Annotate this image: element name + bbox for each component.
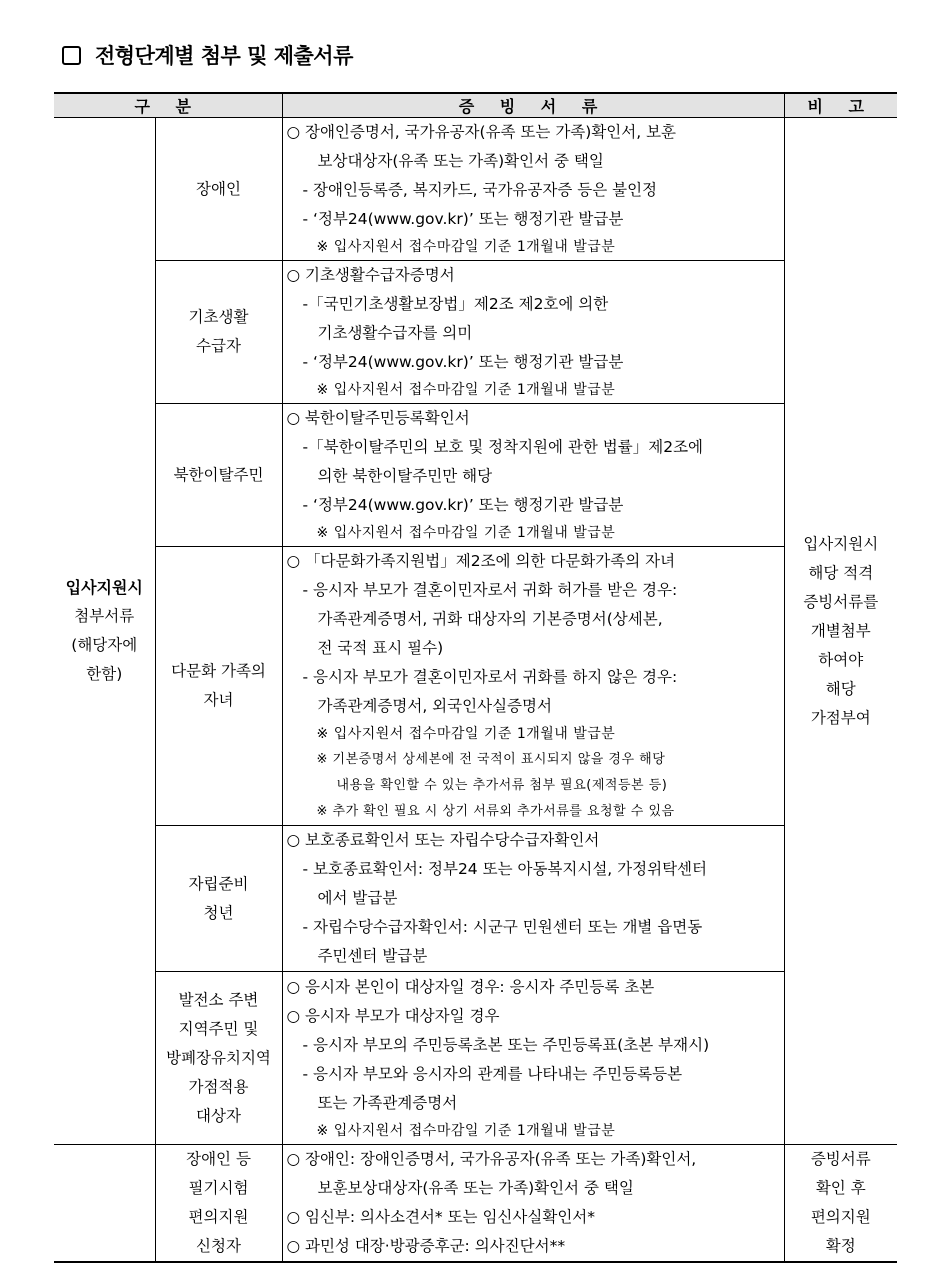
table-row [54, 972, 897, 1145]
subcategory-cell [155, 118, 282, 261]
page-heading [62, 40, 353, 70]
doc-text: 응시자 부모가 대상자일 경우 [304, 1006, 500, 1025]
documents-cell [282, 826, 784, 972]
doc-line: - 응시자 부모와 응시자의 관계를 나타내는 주민등록등본 [302, 1064, 683, 1083]
circle-bullet-icon: ○ [286, 552, 305, 570]
doc-line [283, 826, 784, 855]
circle-bullet-icon: ○ [286, 266, 305, 284]
subcategory-label-line: 북한이탈주민 [173, 465, 264, 484]
doc-line: 전 국적 표시 필수) [317, 639, 444, 657]
subcategory-label-line: 장애인 등 [186, 1150, 251, 1168]
circle-bullet-icon: ○ [286, 1237, 305, 1255]
doc-line: - 장애인등록증, 복지카드, 국가유공자증 등은 불인정 [302, 181, 658, 199]
table-row [54, 547, 897, 826]
doc-line: - 응시자 부모의 주민등록초본 또는 주민등록표(초본 부재시) [302, 1035, 710, 1054]
subcategory-cell [155, 547, 282, 826]
doc-text: 과민성 대장·방광증후군: 의사진단서** [304, 1237, 566, 1255]
subcategory-cell [155, 1145, 282, 1263]
remark-line: 해당 적격 [808, 563, 874, 582]
subcategory-label-line: 신청자 [196, 1237, 241, 1255]
documents-cell [282, 547, 784, 826]
doc-line: 또는 가족관계증명서 [317, 1093, 458, 1112]
doc-line [283, 1203, 784, 1232]
doc-text: 보호종료확인서 또는 자립수당수급자확인서 [304, 831, 600, 849]
table-header-row [54, 93, 897, 118]
documents-table [54, 92, 897, 1263]
category-label-line: 한함) [86, 665, 123, 683]
doc-text: 임신부: 의사소견서* 또는 임신사실확인서* [304, 1208, 596, 1226]
table-row [54, 826, 897, 972]
doc-text: 장애인: 장애인증명서, 국가유공자(유족 또는 가족)확인서, [304, 1150, 697, 1168]
doc-line [283, 118, 784, 147]
doc-line: 보상대상자(유족 또는 가족)확인서 중 택일 [317, 152, 604, 170]
documents-cell [282, 118, 784, 261]
category-bold-label: 입사지원시 [65, 578, 143, 597]
doc-line [283, 973, 784, 1002]
doc-line: - ‘정부24(www.gov.kr)’ 또는 행정기관 발급분 [302, 210, 624, 228]
header-remarks: 비 고 [784, 93, 897, 118]
doc-line: - 응시자 부모가 결혼이민자로서 귀화를 하지 않은 경우: [302, 668, 678, 686]
header-category: 구 분 [54, 93, 282, 118]
circle-bullet-icon: ○ [286, 831, 305, 849]
circle-bullet-icon: ○ [286, 977, 305, 996]
subcategory-label-line: 자립준비 [188, 874, 249, 893]
subcategory-label-line: 자녀 [203, 691, 234, 709]
table-row [54, 261, 897, 404]
remark-line: 증빙서류를 [803, 592, 879, 611]
subcategory-label-line: 방폐장유치지역 [166, 1048, 271, 1067]
subcategory-label-line: 필기시험 [188, 1179, 249, 1197]
doc-line: ※ 추가 확인 필요 시 상기 서류외 추가서류를 요청할 수 있음 [316, 804, 675, 819]
subcategory-label-line: 청년 [203, 903, 234, 922]
doc-line [283, 404, 784, 433]
subcategory-cell [155, 826, 282, 972]
subcategory-label-line: 장애인 [196, 179, 241, 198]
remark-line: 해당 [825, 679, 856, 698]
circle-bullet-icon: ○ [286, 1150, 305, 1168]
doc-line: - 응시자 부모가 결혼이민자로서 귀화 허가를 받은 경우: [302, 581, 678, 599]
doc-line: - ‘정부24(www.gov.kr)’ 또는 행정기관 발급분 [302, 496, 624, 514]
remark-line: 확인 후 [815, 1179, 866, 1197]
checkbox-square-icon [62, 46, 81, 65]
doc-line: 의한 북한이탈주민만 해당 [317, 467, 493, 485]
documents-cell [282, 404, 784, 547]
doc-line: -「국민기초생활보장법」제2조 제2호에 의한 [302, 295, 609, 313]
doc-line: - 자립수당수급자확인서: 시군구 민원센터 또는 개별 읍면동 [302, 918, 703, 936]
doc-line [283, 1145, 784, 1174]
doc-line [283, 547, 784, 576]
doc-line: 에서 발급분 [317, 889, 398, 907]
doc-line: - ‘정부24(www.gov.kr)’ 또는 행정기관 발급분 [302, 353, 624, 371]
subcategory-label-line: 기초생활 [188, 308, 249, 326]
doc-line: 가족관계증명서, 귀화 대상자의 기본증명서(상세본, [317, 610, 663, 628]
category-label-line: (해당자에 [71, 636, 138, 654]
circle-bullet-icon: ○ [286, 1006, 305, 1025]
doc-line: 기초생활수급자를 의미 [317, 324, 473, 342]
remark-cell [784, 1145, 897, 1263]
doc-line [283, 1002, 784, 1031]
doc-text: 기초생활수급자증명서 [304, 266, 455, 284]
remark-line: 입사지원시 [803, 534, 879, 553]
documents-cell [282, 261, 784, 404]
doc-line: ※ 입사지원서 접수마감일 기준 1개월내 발급분 [316, 525, 616, 541]
table-row [54, 118, 897, 261]
documents-cell [282, 1145, 784, 1263]
table-row [54, 404, 897, 547]
subcategory-label-line: 편의지원 [188, 1208, 249, 1226]
remark-cell [784, 118, 897, 1145]
heading-text: 전형단계별 첨부 및 제출서류 [95, 44, 353, 68]
doc-text: 「다문화가족지원법」제2조에 의한 다문화가족의 자녀 [304, 552, 676, 570]
subcategory-cell [155, 261, 282, 404]
doc-line: 주민센터 발급분 [317, 947, 428, 965]
category-label-line: 첨부서류 [74, 607, 135, 625]
subcategory-label-line: 대상자 [196, 1106, 241, 1125]
remark-line: 하여야 [818, 650, 864, 669]
subcategory-label-line: 가점적용 [188, 1077, 249, 1096]
doc-text: 북한이탈주민등록확인서 [304, 409, 470, 427]
subcategory-cell [155, 972, 282, 1145]
doc-line [283, 261, 784, 290]
doc-line: ※ 기본증명서 상세본에 전 국적이 표시되지 않을 경우 해당 [316, 752, 666, 767]
doc-line: -「북한이탈주민의 보호 및 정착지원에 관한 법률」제2조에 [302, 438, 704, 456]
header-documents: 증 빙 서 류 [282, 93, 784, 118]
remark-line: 확정 [825, 1237, 856, 1255]
circle-bullet-icon: ○ [286, 409, 305, 427]
doc-line: ※ 입사지원서 접수마감일 기준 1개월내 발급분 [316, 239, 616, 255]
remark-line: 개별첨부 [810, 621, 871, 640]
doc-line: 내용을 확인할 수 있는 추가서류 첨부 필요(제적등본 등) [336, 778, 668, 793]
circle-bullet-icon: ○ [286, 123, 305, 141]
doc-line: 보훈보상대상자(유족 또는 가족)확인서 중 택일 [317, 1179, 634, 1197]
doc-line [283, 1232, 784, 1261]
doc-text: 응시자 본인이 대상자일 경우: 응시자 주민등록 초본 [304, 977, 655, 996]
doc-text: 장애인증명서, 국가유공자(유족 또는 가족)확인서, 보훈 [304, 123, 677, 141]
doc-line: ※ 입사지원서 접수마감일 기준 1개월내 발급분 [316, 1122, 616, 1139]
circle-bullet-icon: ○ [286, 1208, 305, 1226]
documents-cell [282, 972, 784, 1145]
category-empty-cell [54, 1145, 155, 1263]
table-row [54, 1145, 897, 1263]
doc-line: - 보호종료확인서: 정부24 또는 아동복지시설, 가정위탁센터 [302, 860, 707, 878]
subcategory-cell [155, 404, 282, 547]
doc-line: 가족관계증명서, 외국인사실증명서 [317, 697, 552, 715]
remark-line: 편의지원 [810, 1208, 871, 1226]
subcategory-label-line: 발전소 주변 [178, 990, 259, 1009]
doc-line: ※ 입사지원서 접수마감일 기준 1개월내 발급분 [316, 382, 616, 398]
subcategory-label-line: 지역주민 및 [178, 1019, 259, 1038]
remark-line: 증빙서류 [810, 1150, 871, 1168]
category-application [54, 118, 155, 1145]
remark-line: 가점부여 [810, 708, 871, 727]
doc-line: ※ 입사지원서 접수마감일 기준 1개월내 발급분 [316, 726, 616, 742]
subcategory-label-line: 다문화 가족의 [171, 662, 266, 680]
subcategory-label-line: 수급자 [196, 337, 241, 355]
